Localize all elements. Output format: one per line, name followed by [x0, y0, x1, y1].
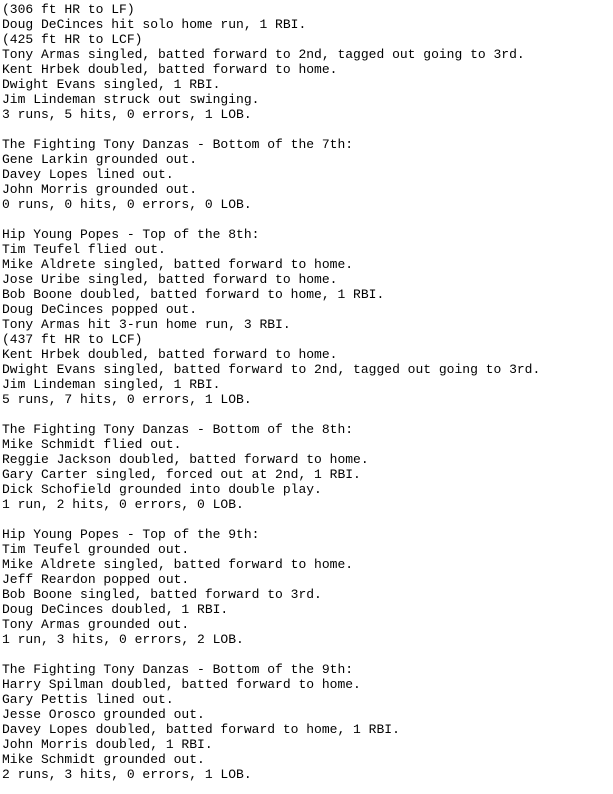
- play-line: Mike Aldrete singled, batted forward to home.: [2, 257, 354, 272]
- play-line: 2 runs, 3 hits, 0 errors, 1 LOB.: [2, 767, 252, 782]
- scoring-section: [2, 227, 613, 407]
- play-line: Bob Boone singled, batted forward to 3rd.: [2, 587, 322, 602]
- play-line: Gene Larkin grounded out.: [2, 152, 198, 167]
- play-line: 1 run, 3 hits, 0 errors, 2 LOB.: [2, 632, 244, 647]
- play-line: Harry Spilman doubled, batted forward to home.: [2, 677, 361, 692]
- play-line: 5 runs, 7 hits, 0 errors, 1 LOB.: [2, 392, 252, 407]
- play-line: Gary Pettis lined out.: [2, 692, 174, 707]
- play-line: (425 ft HR to LCF): [2, 32, 143, 47]
- play-line: 0 runs, 0 hits, 0 errors, 0 LOB.: [2, 197, 252, 212]
- play-line: Doug DeCinces hit solo home run, 1 RBI.: [2, 17, 307, 32]
- scoring-section: [2, 422, 613, 512]
- play-line: Doug DeCinces popped out.: [2, 302, 198, 317]
- inning-header: The Fighting Tony Danzas - Bottom of the 7th:: [2, 137, 354, 152]
- play-line: John Morris grounded out.: [2, 182, 198, 197]
- inning-header: Hip Young Popes - Top of the 9th:: [2, 527, 260, 542]
- play-line: Jesse Orosco grounded out.: [2, 707, 205, 722]
- play-line: Dwight Evans singled, batted forward to 2nd, tagged out going to 3rd.: [2, 362, 541, 377]
- play-line: Gary Carter singled, forced out at 2nd, 1 RBI.: [2, 467, 361, 482]
- scoring-section: [2, 662, 613, 782]
- play-line: Jose Uribe singled, batted forward to home.: [2, 272, 338, 287]
- scoring-section: [2, 2, 613, 122]
- play-line: Tony Armas singled, batted forward to 2nd, tagged out going to 3rd.: [2, 47, 525, 62]
- play-line: Doug DeCinces doubled, 1 RBI.: [2, 602, 229, 617]
- play-line: Tim Teufel flied out.: [2, 242, 166, 257]
- play-line: (306 ft HR to LF): [2, 2, 135, 17]
- play-line: Tony Armas grounded out.: [2, 617, 190, 632]
- play-line: Reggie Jackson doubled, batted forward to home.: [2, 452, 369, 467]
- scoring-section: [2, 527, 613, 647]
- inning-header: The Fighting Tony Danzas - Bottom of the 8th:: [2, 422, 354, 437]
- play-line: 3 runs, 5 hits, 0 errors, 1 LOB.: [2, 107, 252, 122]
- play-line: Davey Lopes doubled, batted forward to home, 1 RBI.: [2, 722, 400, 737]
- play-line: Jim Lindeman singled, 1 RBI.: [2, 377, 221, 392]
- play-line: Dwight Evans singled, 1 RBI.: [2, 77, 221, 92]
- play-line: Mike Aldrete singled, batted forward to home.: [2, 557, 354, 572]
- play-line: Kent Hrbek doubled, batted forward to home.: [2, 62, 338, 77]
- scoring-section: [2, 137, 613, 212]
- play-line: Dick Schofield grounded into double play.: [2, 482, 322, 497]
- play-line: (437 ft HR to LCF): [2, 332, 143, 347]
- play-line: 1 run, 2 hits, 0 errors, 0 LOB.: [2, 497, 244, 512]
- inning-header: The Fighting Tony Danzas - Bottom of the 9th:: [2, 662, 354, 677]
- play-line: Davey Lopes lined out.: [2, 167, 174, 182]
- play-line: Tony Armas hit 3-run home run, 3 RBI.: [2, 317, 291, 332]
- play-line: John Morris doubled, 1 RBI.: [2, 737, 213, 752]
- play-line: Kent Hrbek doubled, batted forward to home.: [2, 347, 338, 362]
- play-line: Jim Lindeman struck out swinging.: [2, 92, 260, 107]
- play-line: Tim Teufel grounded out.: [2, 542, 190, 557]
- inning-header: Hip Young Popes - Top of the 8th:: [2, 227, 260, 242]
- play-line: Bob Boone doubled, batted forward to home, 1 RBI.: [2, 287, 385, 302]
- play-line: Jeff Reardon popped out.: [2, 572, 190, 587]
- play-line: Mike Schmidt flied out.: [2, 437, 182, 452]
- play-line: Mike Schmidt grounded out.: [2, 752, 205, 767]
